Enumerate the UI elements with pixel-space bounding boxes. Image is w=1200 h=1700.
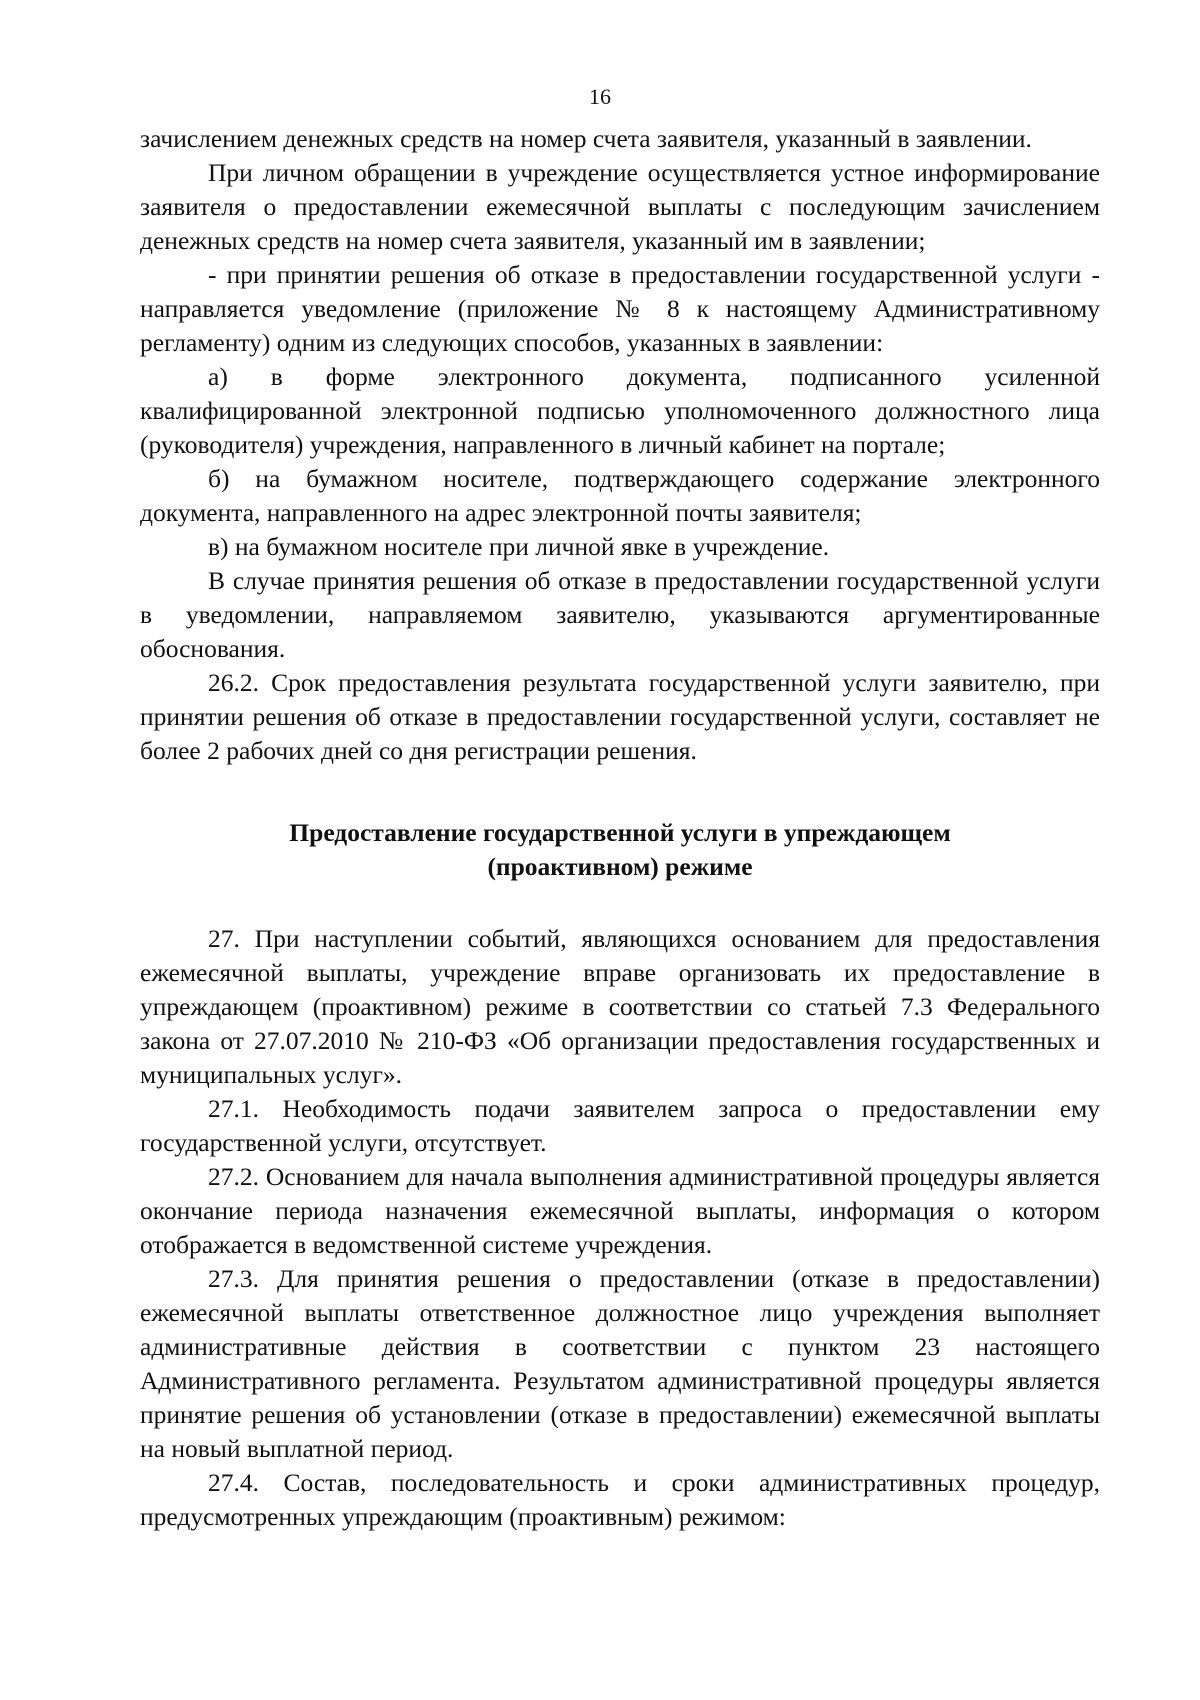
paragraph-27-4: 27.4. Состав, последовательность и сроки административных процедур, предусмотренных упреждающим (проактивным) режимом: — [140, 1468, 1100, 1531]
document-body — [140, 122, 1100, 1534]
paragraph-26-2: 26.2. Срок предоставления результата государственной услуги заявителю, при принятии решения об отказе в предоставлении государственной услуги, составляет не более 2 рабочих дней со дня регистрации решения. — [140, 668, 1100, 765]
list-item-b: б) на бумажном носителе, подтверждающего содержание электронного документа, направленного на адрес электронной почты заявителя; — [140, 464, 1100, 527]
paragraph-personal-visit: При личном обращении в учреждение осуществляется устное информирование заявителя о предоставлении ежемесячной выплаты с последующим зачислением денежных средств на номер счета заявителя, указанный им в заявлении; — [140, 158, 1100, 255]
paragraph-refusal-notice: - при принятии решения об отказе в предоставлении государственной услуги - направляется уведомление (приложение № 8 к настоящему Административному регламенту) одним из следующих способов, указанных в заявлении: — [140, 260, 1100, 357]
section-heading — [140, 816, 1100, 884]
paragraph-continuation: зачислением денежных средств на номер счета заявителя, указанный в заявлении. — [140, 124, 1032, 153]
section-heading-line-1: Предоставление государственной услуги в упреждающем — [289, 818, 951, 847]
section-heading-line-2: (проактивном) режиме — [487, 852, 753, 881]
paragraph-27-1: 27.1. Необходимость подачи заявителем запроса о предоставлении ему государственной услуги, отсутствует. — [140, 1094, 1100, 1157]
page-number: 16 — [589, 84, 611, 109]
list-item-a: а) в форме электронного документа, подписанного усиленной квалифицированной электронной подписью уполномоченного должностного лица (руководителя) учреждения, направленного в личный кабинет на портале; — [140, 362, 1100, 459]
paragraph-27-2: 27.2. Основанием для начала выполнения административной процедуры является окончание периода назначения ежемесячной выплаты, информация о котором отображается в ведомственной системе учреждения. — [140, 1162, 1100, 1259]
paragraph-27: 27. При наступлении событий, являющихся основанием для предоставления ежемесячной выплаты, учреждение вправе организовать их предоставление в упреждающем (проактивном) режиме в соответствии со статьей 7.3 Федерального закона от 27.07.2010 № 210-ФЗ «Об организации предоставления государственных и муниципальных услуг». — [140, 924, 1100, 1089]
paragraph-refusal-reasons: В случае принятия решения об отказе в предоставлении государственной услуги в уведомлении, направляемом заявителю, указываются аргументированные обоснования. — [140, 566, 1100, 663]
list-item-c: в) на бумажном носителе при личной явке в учреждение. — [208, 532, 830, 561]
paragraph-27-3: 27.3. Для принятия решения о предоставлении (отказе в предоставлении) ежемесячной выплаты ответственное должностное лицо учреждения выполняет административные действия в соответствии с пунктом 23 настоящего Административного регламента. Результатом административной процедуры является принятие решения об установлении (отказе в предоставлении) ежемесячной выплаты на новый выплатной период. — [140, 1264, 1100, 1463]
